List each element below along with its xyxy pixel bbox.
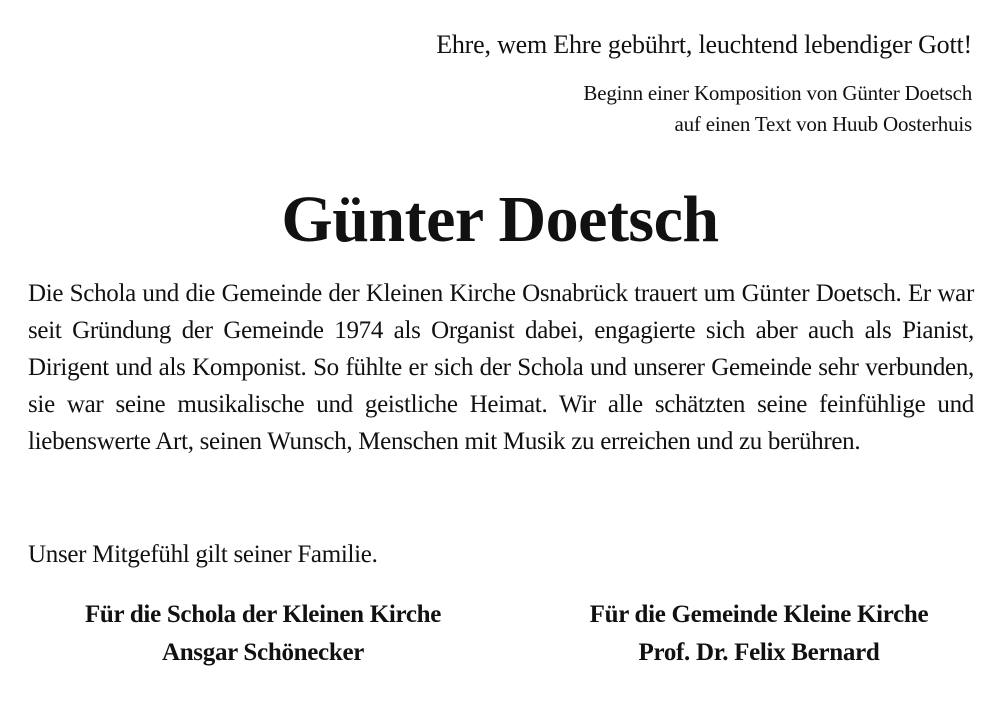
signature-person: Ansgar Schönecker bbox=[161, 639, 365, 666]
deceased-name: Günter Doetsch bbox=[281, 183, 719, 256]
signature-organization: Für die Schola der Kleinen Kirche bbox=[84, 601, 442, 628]
condolence-line: Unser Mitgefühl gilt seiner Familie. bbox=[28, 541, 378, 568]
epigraph-credit-line-2: auf einen Text von Huub Oosterhuis bbox=[674, 112, 972, 136]
signature-organization: Für die Gemeinde Kleine Kirche bbox=[589, 601, 929, 628]
epigraph bbox=[436, 30, 972, 140]
epigraph-credit-line-1: Beginn einer Komposition von Günter Doetsch bbox=[583, 81, 972, 105]
obituary-body bbox=[28, 275, 974, 460]
obituary-paragraph: Die Schola und die Gemeinde der Kleinen Kirche Osnabrück trauert um Günter Doetsch. Er war seit Gründung der Gemeinde 1974 als Organist dabei, engagierte sich aber auch als Pianist, Dirigent und als Komponist. So fühlte er sich der Schola und unserer Gemeinde sehr verbunden, sie war seine musikalische und geistliche Heimat. Wir alle schätzten seine feinfühlige und liebenswerte Art, seinen Wunsch, Menschen mit Musik zu erreichen und zu berühren. bbox=[28, 280, 974, 455]
epigraph-quote: Ehre, wem Ehre gebührt, leuchtend lebendiger Gott! bbox=[436, 30, 972, 59]
signature-gemeinde bbox=[544, 596, 974, 672]
signature-block bbox=[28, 596, 974, 672]
epigraph-credit bbox=[436, 78, 972, 140]
signature-schola bbox=[28, 596, 498, 672]
signature-person: Prof. Dr. Felix Bernard bbox=[638, 639, 880, 666]
